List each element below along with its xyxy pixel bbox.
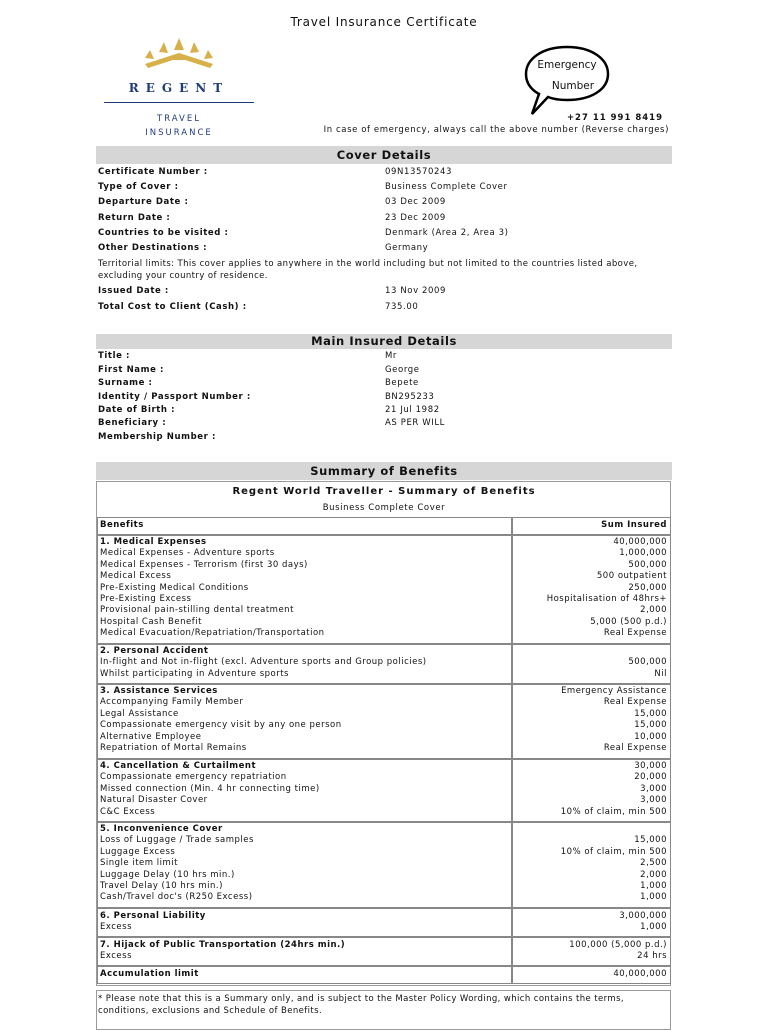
benefit-item: Hospital Cash Benefit xyxy=(100,616,202,627)
benefit-item: Cash/Travel doc's (R250 Excess) xyxy=(100,892,253,903)
benefit-item: Alternative Employee xyxy=(100,731,202,742)
sum-insured: 500 outpatient xyxy=(596,571,667,582)
benefit-item: Luggage Delay (10 hrs min.) xyxy=(100,869,235,880)
sum-insured: 500,000 xyxy=(628,657,667,668)
sum-insured: 2,000 xyxy=(640,869,667,880)
territorial-limits: Territorial limits: This cover applies to anywhere in the world including but not limited to the countries listed above, excluding your country of residence. xyxy=(98,259,638,281)
benefit-item: Travel Delay (10 hrs min.) xyxy=(100,881,223,891)
document-title: Travel Insurance Certificate xyxy=(290,15,478,29)
bubble-line2: Number xyxy=(551,80,595,92)
logo-sub-insurance: INSURANCE xyxy=(145,128,213,138)
sum-insured: 2,000 xyxy=(640,605,667,616)
logo-divider xyxy=(104,102,254,103)
insured-value: Bepete xyxy=(385,378,419,388)
insured-label: Date of Birth : xyxy=(98,405,176,415)
sum-insured: 5,000 (500 p.d.) xyxy=(590,616,667,627)
benefit-heading: 4. Cancellation & Curtailment xyxy=(100,761,257,771)
sum-col-header: Sum Insured xyxy=(601,520,667,530)
sum-insured: Real Expense xyxy=(603,697,667,708)
insured-heading: Main Insured Details xyxy=(96,334,672,349)
benefit-item: In-flight and Not in-flight (excl. Adventure sports and Group policies) xyxy=(100,657,427,668)
emergency-phone[interactable]: +27 11 991 8419 xyxy=(566,113,663,123)
benefit-item: Compassionate emergency visit by any one person xyxy=(100,720,342,731)
cover-label: Type of Cover : xyxy=(98,182,179,192)
cover-value: 09N13570243 xyxy=(385,167,453,177)
cover-value: 03 Dec 2009 xyxy=(385,197,446,207)
cover-label: Countries to be visited : xyxy=(98,228,229,238)
insured-value: AS PER WILL xyxy=(385,418,445,428)
sum-insured: 1,000,000 xyxy=(619,548,667,559)
insured-label: First Name : xyxy=(98,365,165,375)
cover-label: Departure Date : xyxy=(98,197,189,207)
insured-label: Title : xyxy=(98,351,131,361)
insured-label: Surname : xyxy=(98,378,153,388)
insured-label: Identity / Passport Number : xyxy=(98,392,251,402)
benefits-heading: Summary of Benefits xyxy=(96,462,672,480)
regent-logo xyxy=(98,36,260,144)
sum-insured: 3,000 xyxy=(640,783,667,794)
sum-insured: 15,000 xyxy=(634,720,667,731)
issued-date-label: Issued Date : xyxy=(98,286,169,296)
sum-insured: Nil xyxy=(654,668,667,679)
benefits-col-header-cell xyxy=(97,517,512,535)
benefit-item: Excess xyxy=(100,922,133,933)
cover-value: Denmark (Area 2, Area 3) xyxy=(385,228,509,238)
total-cost-value: 735.00 xyxy=(385,302,419,312)
cover-label: Return Date : xyxy=(98,213,171,223)
sum-insured: 1,000 xyxy=(640,892,667,903)
benefit-heading: 2. Personal Accident xyxy=(100,646,209,656)
benefit-item: Luggage Excess xyxy=(100,846,176,857)
benefit-item: Compassionate emergency repatriation xyxy=(100,772,287,783)
sum-insured: 24 hrs xyxy=(637,951,667,962)
benefits-table-subtitle: Business Complete Cover xyxy=(322,503,446,513)
sum-insured: 20,000 xyxy=(634,772,667,783)
sum-insured: Real Expense xyxy=(603,743,667,753)
sum-insured: 10% of claim, min 500 xyxy=(560,806,667,817)
benefit-item: Natural Disaster Cover xyxy=(100,795,208,806)
insured-value: Mr xyxy=(385,351,398,361)
benefit-item: Medical Evacuation/Repatriation/Transportation xyxy=(100,628,325,639)
sum-insured: 1,000 xyxy=(640,922,667,933)
sum-insured: 15,000 xyxy=(634,835,667,846)
cover-label: Certificate Number : xyxy=(98,167,208,177)
benefit-item: Legal Assistance xyxy=(100,708,179,719)
logo-sub-travel: TRAVEL xyxy=(157,114,201,124)
insured-label: Beneficiary : xyxy=(98,418,167,428)
cover-value: 23 Dec 2009 xyxy=(385,213,446,223)
sum-insured: Real Expense xyxy=(603,628,667,639)
benefits-col-header: Benefits xyxy=(100,520,144,530)
sum-insured: Hospitalisation of 48hrs+ xyxy=(546,594,667,604)
sum-insured: 3,000,000 xyxy=(619,911,667,921)
sum-insured: 10,000 xyxy=(634,731,667,742)
sum-insured: 100,000 (5,000 p.d.) xyxy=(569,940,667,950)
sum-insured: 1,000 xyxy=(640,881,667,891)
cover-value: Germany xyxy=(385,243,429,253)
accumulation-label: Accumulation limit xyxy=(100,969,199,979)
benefit-item: Provisional pain-stilling dental treatment xyxy=(100,605,294,616)
insured-label: Membership Number : xyxy=(98,432,217,442)
cover-label: Other Destinations : xyxy=(98,243,208,253)
sum-insured: 2,500 xyxy=(640,858,667,869)
cover-details-heading: Cover Details xyxy=(96,146,672,164)
insured-value: George xyxy=(385,365,420,375)
summary-note: * Please note that this is a Summary only, and is subject to the Master Policy Wording, which contains the terms, conditions, exclusions and Schedule of Benefits. xyxy=(98,994,625,1016)
benefit-item: Excess xyxy=(100,951,133,962)
crown-icon xyxy=(98,36,260,80)
benefit-heading: 3. Assistance Services xyxy=(100,686,218,696)
bubble-line1: Emergency xyxy=(537,59,597,71)
emergency-bubble xyxy=(522,44,612,118)
benefit-item: Missed connection (Min. 4 hr connecting time) xyxy=(100,783,320,794)
sum-insured: Emergency Assistance xyxy=(561,686,667,696)
issued-date-value: 13 Nov 2009 xyxy=(385,286,447,296)
benefit-item: Pre-Existing Medical Conditions xyxy=(100,582,249,593)
insured-value: 21 Jul 1982 xyxy=(385,405,440,415)
accumulation-value: 40,000,000 xyxy=(613,969,667,979)
cover-value: Business Complete Cover xyxy=(385,182,508,192)
sum-insured: 10% of claim, min 500 xyxy=(560,846,667,857)
benefit-item: Pre-Existing Excess xyxy=(100,594,192,604)
sum-insured: 250,000 xyxy=(628,582,667,593)
benefit-item: Loss of Luggage / Trade samples xyxy=(100,835,254,846)
benefit-item: Medical Expenses - Terrorism (first 30 days) xyxy=(100,559,308,570)
sum-insured: 3,000 xyxy=(640,795,667,806)
sum-insured: 15,000 xyxy=(634,708,667,719)
total-cost-label: Total Cost to Client (Cash) : xyxy=(98,302,247,312)
benefit-heading: 6. Personal Liability xyxy=(100,911,206,921)
benefit-heading: 1. Medical Expenses xyxy=(100,537,207,547)
benefit-item: Medical Excess xyxy=(100,571,172,582)
sum-insured: 40,000,000 xyxy=(613,537,667,547)
benefit-item: C&C Excess xyxy=(100,806,156,817)
benefit-item: Single item limit xyxy=(100,858,178,869)
sum-insured: 500,000 xyxy=(628,559,667,570)
logo-brand-text: REGENT xyxy=(128,81,230,95)
sum-insured: 30,000 xyxy=(634,761,667,771)
benefit-heading: 5. Inconvenience Cover xyxy=(100,824,223,834)
benefit-item: Whilst participating in Adventure sports xyxy=(100,668,289,679)
benefit-item: Repatriation of Mortal Remains xyxy=(100,743,247,753)
emergency-note: In case of emergency, always call the above number (Reverse charges) xyxy=(323,125,669,135)
benefit-item: Medical Expenses - Adventure sports xyxy=(100,548,275,559)
benefit-item: Accompanying Family Member xyxy=(100,697,244,708)
benefit-heading: 7. Hijack of Public Transportation (24hrs min.) xyxy=(100,940,346,950)
benefits-table-title: Regent World Traveller - Summary of Benefits xyxy=(232,486,536,497)
insured-value: BN295233 xyxy=(385,392,435,402)
